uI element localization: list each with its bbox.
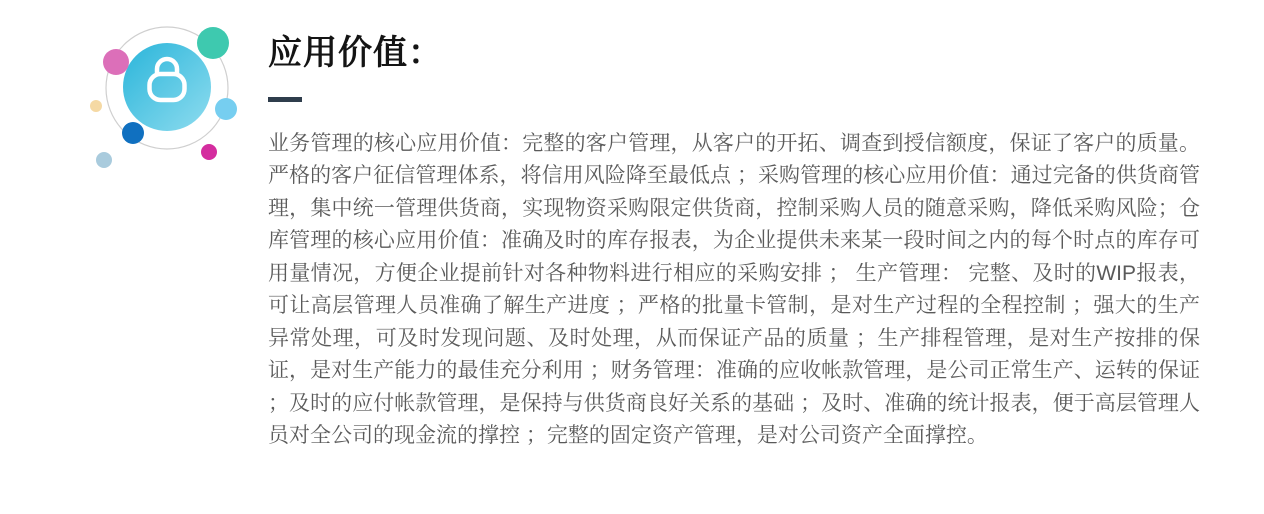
decor-dot-cream (90, 100, 102, 112)
decor-dot-powder (96, 152, 112, 168)
section-title: 应用价值： (268, 34, 443, 72)
decor-dot-magenta (201, 144, 217, 160)
decor-dot-blue (122, 122, 144, 144)
title-accent-dash (268, 97, 302, 102)
decor-dot-pink (103, 49, 129, 75)
lock-badge-svg (86, 10, 248, 172)
lock-badge-illustration (86, 10, 248, 172)
section-body-text: 业务管理的核心应用价值：完整的客户管理，从客户的开拓、调查到授信额度，保证了客户的质量。严格的客户征信管理体系，将信用风险降至最低点 ；采购管理的核心应用价值：通过完备的供货商管理，集中统一管理供货商，实现物资采购限定供货商，控制采购人员的随意采购，降低采购风险；仓库管理的核心应用价值：准确及时的库存报表，为企业提供未来某一段时间之内的每个时点的库存可用量情况，方便企业提前针对各种物料进行相应的采购安排 ； 生产管理： 完整、及时的WIP报表，可让高层管理人员准确了解生产进度 ；严格的批量卡管制，是对生产过程的全程控制 ；强大的生产异常处理，可及时发现问题、及时处理，从而保证产品的质量 ；生产排程管理，是对生产按排的保证，是对生产能力的最佳充分利用 ；财务管理：准确的应收帐款管理，是公司正常生产、运转的保证 ；及时的应付帐款管理，是保持与供货商良好关系的基础 ；及时、准确的统计报表，便于高层管理人员对全公司的现金流的撑控 ；完整的固定资产管理，是对公司资产全面撑控。 (268, 131, 1200, 447)
decor-dot-teal (197, 27, 229, 59)
decor-dot-sky (215, 98, 237, 120)
badge-circle (123, 43, 211, 131)
section-content (268, 32, 1200, 453)
